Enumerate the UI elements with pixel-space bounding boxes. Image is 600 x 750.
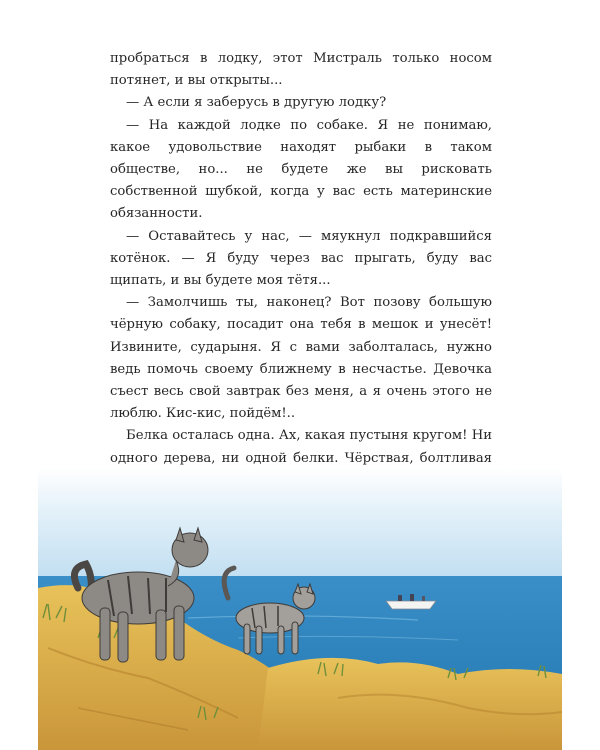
paragraph: — Оставайтесь у нас, — мяукнул подкравшийся котёнок. — Я буду через вас прыгать, буду вас щипать, и вы будете моя тётя... xyxy=(110,228,492,289)
paragraph: — Замолчишь ты, наконец? Вот позову большую чёрную собаку, посадит она тебя в мешок и унесёт! Извините, сударыня. Я с вами заболталась, нужно ведь помочь своему ближнему в несчастье. Девочка съест весь свой завтрак без меня, а я очень этого не люблю. Кис-кис, пойдём!.. xyxy=(110,295,492,422)
paragraph: Белка осталась одна. Ах, какая пустыня кругом! Ни одного дерева, ни одной белки. Чёрствая, болтливая xyxy=(110,428,492,466)
paragraph: — А если я заберусь в другую лодку? xyxy=(126,95,387,111)
sky xyxy=(38,468,562,588)
paragraph: — На каждой лодке по собаке. Я не понимаю, какое удовольствие находят рыбаки в таком обществе, но... не будете же вы рисковать собственной шубкой, когда у вас есть материнские обязанности. xyxy=(110,117,492,222)
cliff-right xyxy=(258,658,562,750)
illustration-cats-by-sea xyxy=(38,468,562,750)
paragraph: пробраться в лодку, этот Мистраль только носом потянет, и вы открыты... xyxy=(110,51,492,89)
